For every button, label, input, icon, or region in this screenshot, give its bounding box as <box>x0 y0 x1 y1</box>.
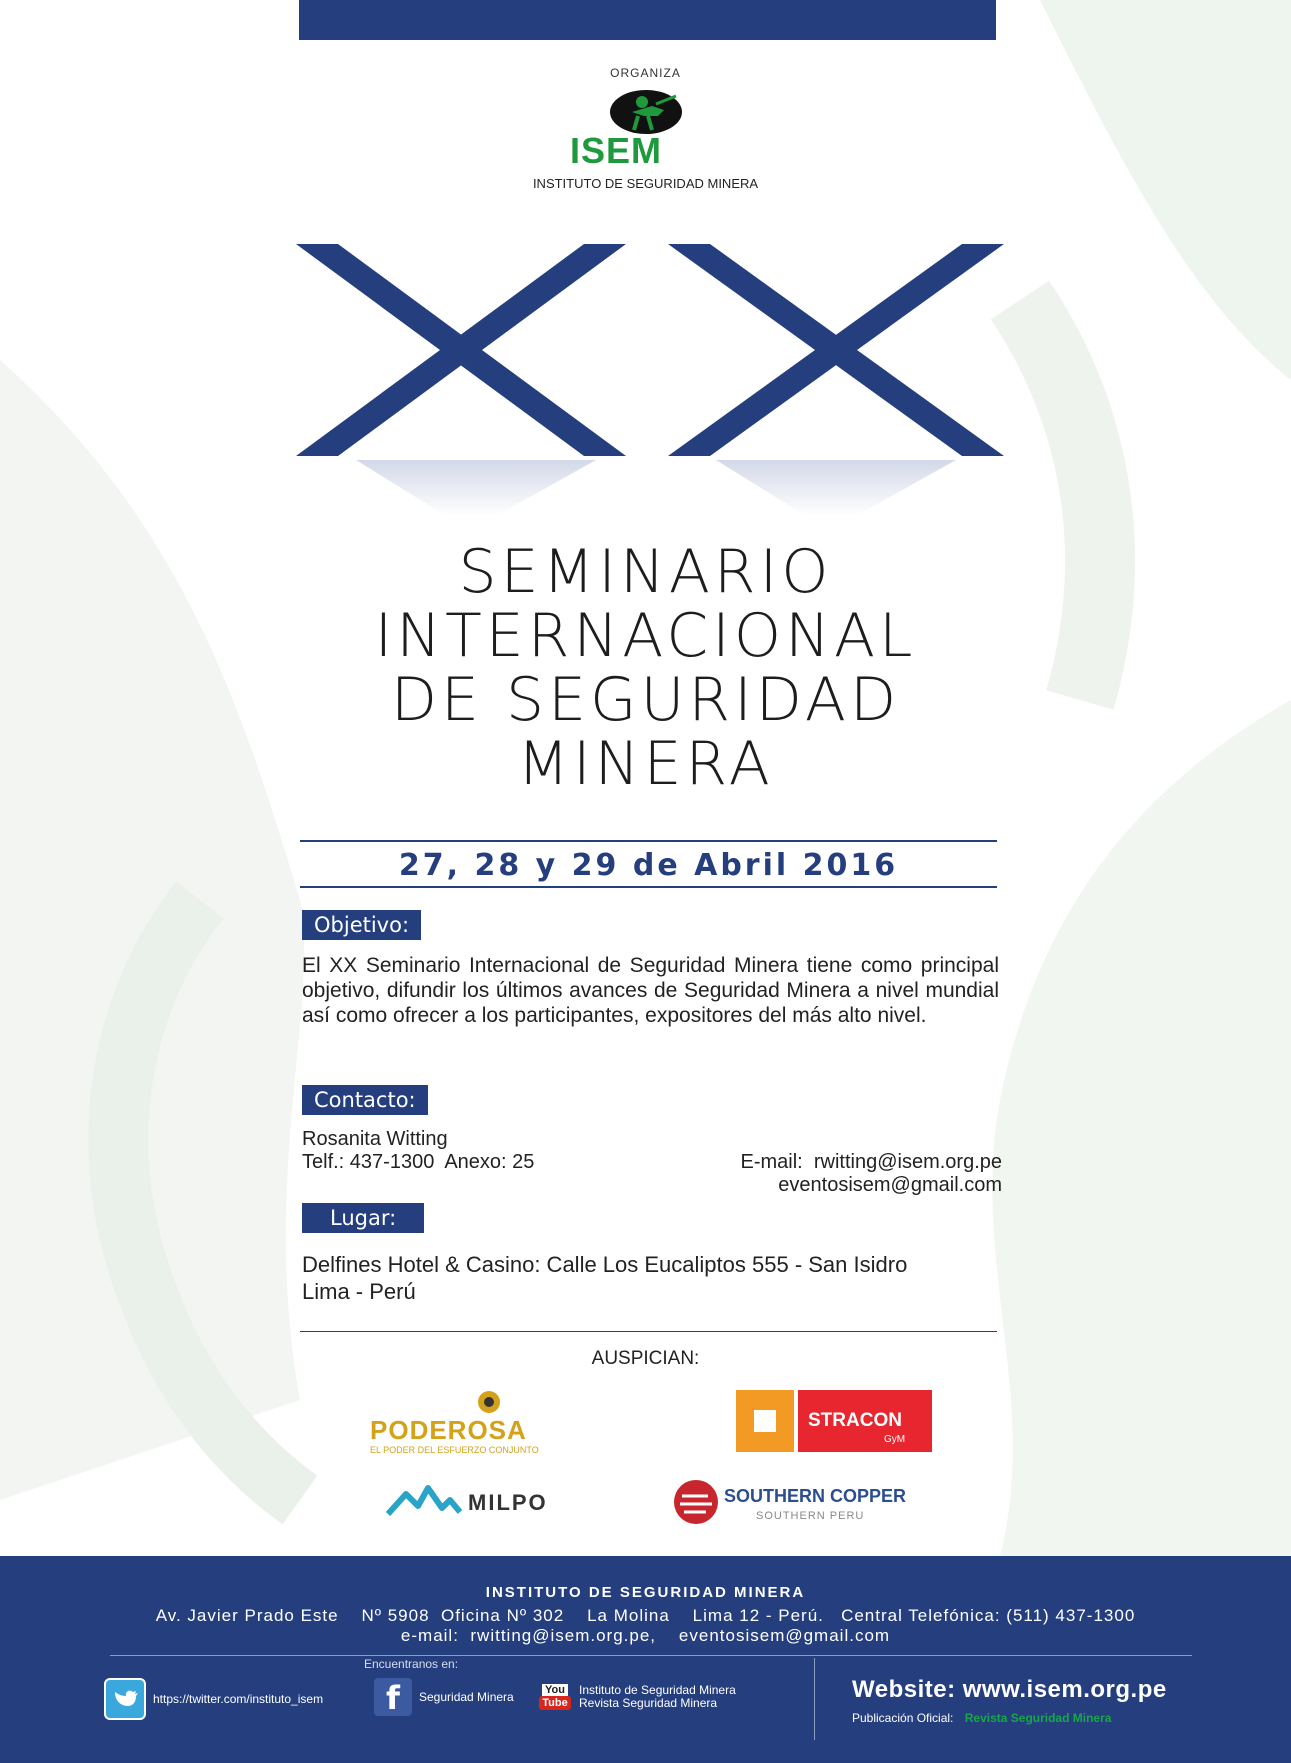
place-line-1: Delfines Hotel & Casino: Calle Los Eucaliptos 555 - San Isidro <box>302 1252 908 1277</box>
facebook-page-name[interactable]: Seguridad Minera <box>419 1690 514 1704</box>
southern-copper-emblem-icon <box>672 1478 720 1526</box>
milpo-logo <box>376 1474 594 1530</box>
contact-email-2[interactable]: eventosisem@gmail.com <box>778 1174 1002 1196</box>
footer-divider <box>110 1655 1192 1656</box>
twitter-icon <box>104 1678 146 1720</box>
footer <box>0 1556 1291 1763</box>
footer-address: Av. Javier Prado Este Nº 5908 Oficina Nº 302 La Molina Lima 12 - Perú. Central Telefónica: (511) 437-1300 <box>155 1606 1136 1625</box>
title-line: DE SEGURIDAD <box>390 665 901 735</box>
facebook-link[interactable] <box>374 1678 514 1716</box>
place-label: Lugar: <box>302 1203 424 1233</box>
milpo-mountain-icon <box>384 1482 464 1522</box>
contact-label: Contacto: <box>302 1085 428 1115</box>
miner-emblem-icon <box>560 84 732 134</box>
contact-info <box>302 1128 534 1174</box>
southern-copper-logo-text: SOUTHERN COPPER <box>724 1486 907 1506</box>
find-us-label: Encuentranos en: <box>364 1657 459 1671</box>
event-dates: 27, 28 y 29 de Abril 2016 <box>398 848 899 883</box>
twitter-url[interactable]: https://twitter.com/instituto_isem <box>153 1692 324 1706</box>
objective-label: Objetivo: <box>302 910 421 940</box>
milpo-logo-text: MILPO <box>468 1490 548 1515</box>
youtube-channel-1[interactable]: Instituto de Seguridad Minera <box>579 1683 736 1697</box>
youtube-icon-top: You <box>542 1684 568 1696</box>
publication-name[interactable]: Revista Seguridad Minera <box>964 1711 1112 1725</box>
place-section <box>302 1203 424 1233</box>
southern-peru-text: SOUTHERN PERU <box>756 1510 865 1522</box>
isem-logo-text: ISEM <box>570 130 663 171</box>
title-line: INTERNACIONAL <box>374 601 917 671</box>
website-link[interactable]: Website: www.isem.org.pe <box>852 1676 1167 1703</box>
contact-name: Rosanita Witting <box>302 1128 448 1150</box>
institute-name: INSTITUTO DE SEGURIDAD MINERA <box>532 176 759 191</box>
facebook-icon: f <box>374 1678 412 1716</box>
stracon-square-icon <box>736 1390 794 1452</box>
poderosa-logo-text: PODEROSA <box>370 1415 527 1445</box>
youtube-channel-2[interactable]: Revista Seguridad Minera <box>579 1696 718 1710</box>
seminar-title <box>0 537 1291 799</box>
poderosa-emblem-icon <box>474 1387 504 1417</box>
contact-section <box>302 1085 428 1115</box>
divider <box>300 1331 997 1332</box>
footer-emails[interactable]: e-mail: rwitting@isem.org.pe, eventosisem@gmail.com <box>400 1626 891 1645</box>
contact-phone: Telf.: 437-1300 Anexo: 25 <box>302 1151 535 1173</box>
publication-label: Publicación Oficial: <box>852 1711 954 1725</box>
footer-vertical-divider <box>814 1658 815 1740</box>
divider <box>300 840 997 842</box>
youtube-icon <box>538 1678 572 1716</box>
stracon-sub-text: GyM <box>884 1434 906 1445</box>
stracon-logo-text: STRACON <box>808 1410 902 1431</box>
title-line: SEMINARIO <box>458 537 833 607</box>
contact-emails <box>640 1151 1002 1197</box>
edition-xx-mark <box>296 244 1004 522</box>
poderosa-tagline: EL PODER DEL ESFUERZO CONJUNTO <box>370 1445 539 1455</box>
twitter-link[interactable] <box>104 1678 323 1720</box>
youtube-channels[interactable] <box>579 1684 736 1710</box>
youtube-icon-bottom: Tube <box>539 1696 570 1710</box>
youtube-link[interactable] <box>538 1678 736 1716</box>
southern-copper-logo <box>668 1474 926 1530</box>
organiza-label: ORGANIZA <box>610 66 681 80</box>
top-banner-bar <box>299 0 996 40</box>
place-line-2: Lima - Perú <box>302 1279 416 1304</box>
poderosa-logo <box>362 1385 562 1457</box>
official-publication <box>852 1711 1111 1725</box>
objective-section <box>302 910 421 940</box>
contact-email-1[interactable]: E-mail: rwitting@isem.org.pe <box>740 1151 1002 1173</box>
isem-logo <box>560 84 732 170</box>
stracon-logo <box>736 1390 932 1452</box>
place-info <box>302 1251 1002 1305</box>
footer-title: INSTITUTO DE SEGURIDAD MINERA <box>485 1584 806 1601</box>
sponsors-heading: AUSPICIAN: <box>591 1348 700 1369</box>
objective-text: El XX Seminario Internacional de Seguridad Minera tiene como principal objetivo, difundir los últimos avances de Seguridad Minera a nivel mundial así como ofrecer a los participantes, expositores del más alto nivel. <box>302 954 999 1027</box>
title-line: MINERA <box>517 729 774 799</box>
divider <box>300 886 997 888</box>
